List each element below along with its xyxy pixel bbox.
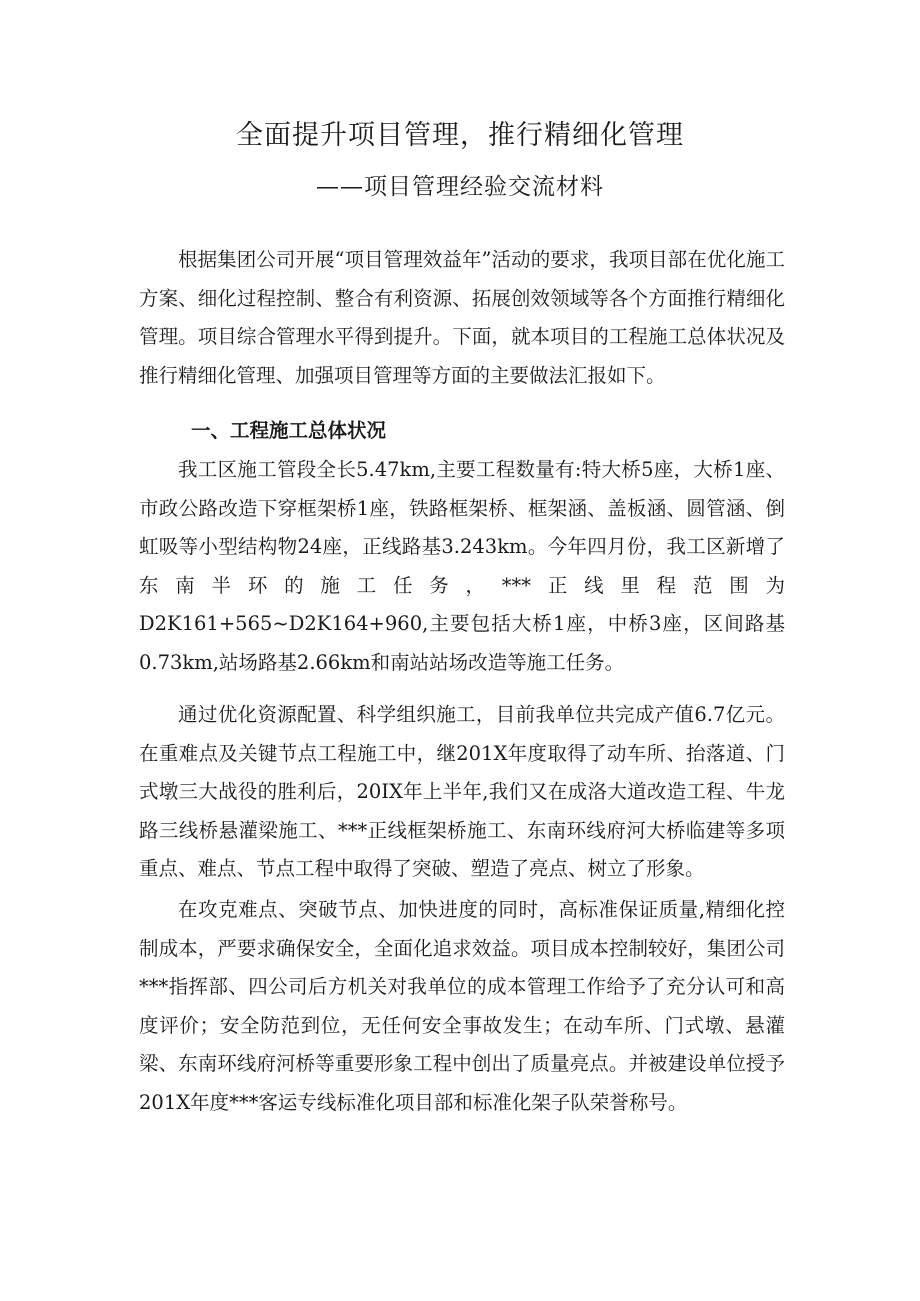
document-title: 全面提升项目管理，推行精细化管理 <box>236 120 684 151</box>
intro-paragraph: 根据集团公司开展“项目管理效益年”活动的要求，我项目部在优化施工方案、细化过程控制、整合有利资源、拓展创效领域等各个方面推行精细化管理。项目综合管理水平得到提升。下面，就本项目的工程施工总体状况及推行精细化管理、加强项目管理等方面的主要做法汇报如下。 <box>139 248 785 387</box>
section-paragraph: 我工区施工管段全长5.47km,主要工程数量有:特大桥5座，大桥1座、市政公路改造下穿框架桥1座，铁路框架桥、框架涵、盖板涵、圆管涵、倒虹吸等小型结构物24座，正线路基3.243km。今年四月份，我工区新增了东南半环的施工任务，***正线里程范围为D2K161+565~D2K164+960,主要包括大桥1座，中桥3座，区间路基0.73km,站场路基2.66km和南站站场改造等施工任务。 <box>139 458 785 674</box>
section-paragraph: 在攻克难点、突破节点、加快进度的同时，高标准保证质量,精细化控制成本，严要求确保安全，全面化追求效益。项目成本控制较好，集团公司***指挥部、四公司后方机关对我单位的成本管理工作给予了充分认可和高度评价；安全防范到位，无任何安全事故发生；在动车所、门式墩、悬灌梁、东南环线府河桥等重要形象工程中创出了质量亮点。并被建设单位授予201X年度***客运专线标准化项目部和标准化架子队荣誉称号。 <box>139 898 785 1114</box>
section-heading: 一、工程施工总体状况 <box>191 419 387 442</box>
section-paragraph: 通过优化资源配置、科学组织施工，目前我单位共完成产值6.7亿元。在重难点及关键节点工程施工中，继201X年度取得了动车所、抬落道、门式墩三大战役的胜利后，20IX年上半年,我们又在成洛大道改造工程、牛龙路三线桥悬灌梁施工、***正线框架桥施工、东南环线府河大桥临建等多项重点、难点、节点工程中取得了突破、塑造了亮点、树立了形象。 <box>139 703 785 880</box>
document-subtitle: ——项目管理经验交流材料 <box>316 174 604 200</box>
